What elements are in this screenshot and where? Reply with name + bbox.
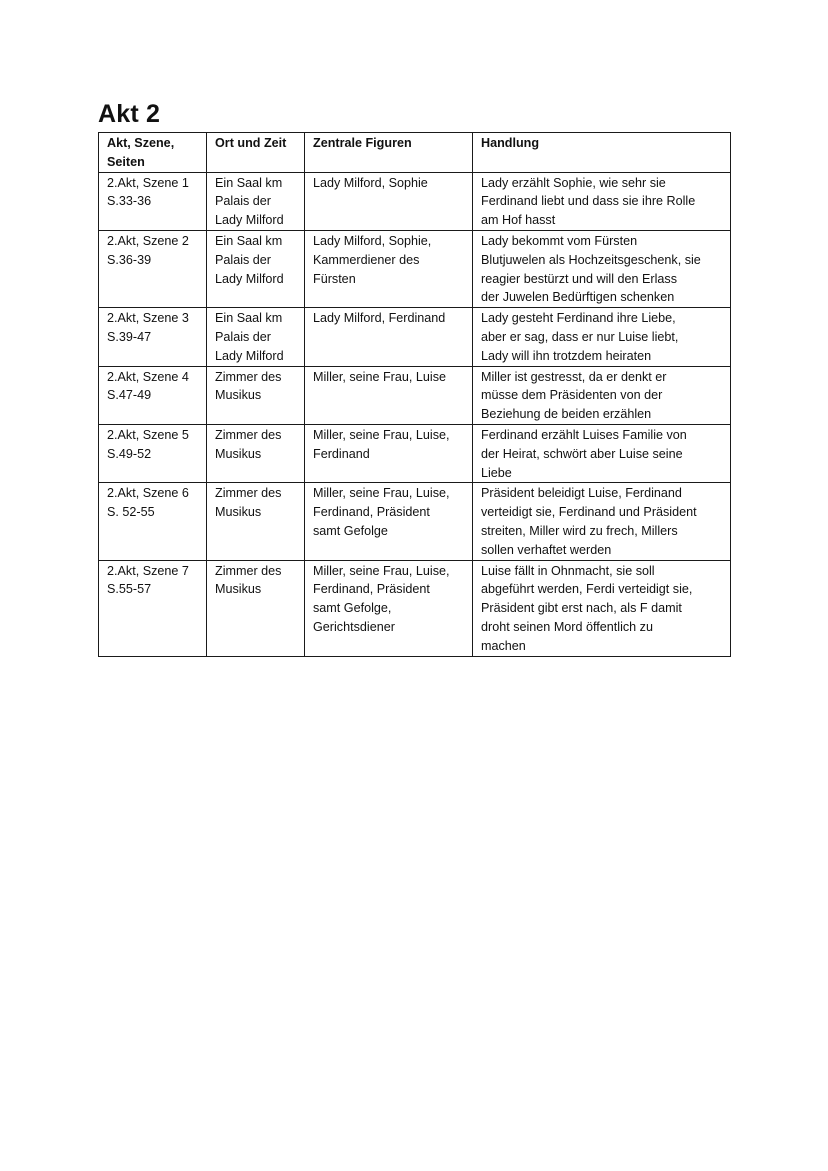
cell-text-line: 2.Akt, Szene 3 <box>107 311 189 326</box>
cell-text-line: 2.Akt, Szene 5 <box>107 427 189 442</box>
cell-text-line: der Juwelen Bedürftigen schenken <box>481 290 675 305</box>
cell-figuren <box>305 308 473 366</box>
cell-text-line: Palais der <box>215 194 272 209</box>
cell-text-line: machen <box>481 638 526 653</box>
cell-text-line: samt Gefolge, <box>313 601 392 616</box>
cell-text-line: Lady Milford <box>215 213 284 228</box>
cell-akt <box>99 424 207 482</box>
cell-text-line: Miller, seine Frau, Luise, <box>313 427 450 442</box>
cell-text-line: Zimmer des <box>215 563 282 578</box>
cell-text-line: Musikus <box>215 505 262 520</box>
cell-text-line: Beziehung de beiden erzählen <box>481 407 652 422</box>
cell-text-line: Ferdinand liebt und dass sie ihre Rolle <box>481 194 696 209</box>
cell-text-line: Ein Saal km <box>215 175 283 190</box>
cell-ort <box>207 230 305 307</box>
cell-text-line: Lady bekommt vom Fürsten <box>481 233 638 248</box>
cell-text-line: Gerichtsdiener <box>313 619 395 634</box>
header-ort: Ort und Zeit <box>207 133 305 173</box>
cell-text-line: samt Gefolge <box>313 523 388 538</box>
cell-text-line: Lady will ihn trotzdem heiraten <box>481 348 652 363</box>
cell-text-line: Miller, seine Frau, Luise <box>313 369 446 384</box>
cell-text-line: Ferdinand <box>313 446 370 461</box>
cell-akt <box>99 230 207 307</box>
cell-text-line: S.33-36 <box>107 194 152 209</box>
cell-text-line: reagier bestürzt und will den Erlass <box>481 271 677 286</box>
header-figuren: Zentrale Figuren <box>305 133 473 173</box>
cell-text-line: Ein Saal km <box>215 233 283 248</box>
table-row <box>99 560 731 656</box>
table-row <box>99 230 731 307</box>
cell-text-line: Ferdinand, Präsident <box>313 505 430 520</box>
cell-figuren <box>305 560 473 656</box>
cell-text-line: 2.Akt, Szene 4 <box>107 369 189 384</box>
table-row <box>99 483 731 560</box>
cell-text-line: abgeführt werden, Ferdi verteidigt sie, <box>481 582 693 597</box>
cell-text-line: 2.Akt, Szene 2 <box>107 233 189 248</box>
cell-text-line: Kammerdiener des <box>313 252 420 267</box>
header-akt-line: Seiten <box>107 154 145 169</box>
cell-handlung <box>473 424 731 482</box>
header-akt <box>99 133 207 173</box>
cell-text-line: droht seinen Mord öffentlich zu <box>481 619 653 634</box>
scenes-table <box>98 132 731 657</box>
table-row <box>99 366 731 424</box>
cell-ort <box>207 560 305 656</box>
cell-text-line: Ferdinand erzählt Luises Familie von <box>481 427 687 442</box>
cell-text-line: Musikus <box>215 582 262 597</box>
cell-figuren <box>305 366 473 424</box>
cell-text-line: Lady Milford, Sophie <box>313 175 428 190</box>
cell-akt <box>99 560 207 656</box>
cell-akt <box>99 483 207 560</box>
cell-handlung <box>473 172 731 230</box>
page-title: Akt 2 <box>98 100 161 128</box>
cell-text-line: S.49-52 <box>107 446 152 461</box>
cell-ort <box>207 308 305 366</box>
cell-text-line: 2.Akt, Szene 7 <box>107 563 189 578</box>
cell-text-line: Miller ist gestresst, da er denkt er <box>481 369 667 384</box>
cell-text-line: Lady Milford, Ferdinand <box>313 311 446 326</box>
table-header-row <box>99 133 731 173</box>
cell-text-line: Ferdinand, Präsident <box>313 582 430 597</box>
cell-akt <box>99 172 207 230</box>
cell-handlung <box>473 366 731 424</box>
cell-text-line: Lady gesteht Ferdinand ihre Liebe, <box>481 311 676 326</box>
cell-text-line: Zimmer des <box>215 369 282 384</box>
cell-text-line: Lady Milford <box>215 348 284 363</box>
table-row <box>99 308 731 366</box>
cell-text-line: Blutjuwelen als Hochzeitsgeschenk, sie <box>481 252 701 267</box>
cell-text-line: Zimmer des <box>215 427 282 442</box>
cell-text-line: 2.Akt, Szene 6 <box>107 486 189 501</box>
cell-ort <box>207 366 305 424</box>
cell-ort <box>207 172 305 230</box>
cell-text-line: Musikus <box>215 446 262 461</box>
cell-ort <box>207 483 305 560</box>
cell-handlung <box>473 230 731 307</box>
cell-text-line: S.36-39 <box>107 252 152 267</box>
cell-figuren <box>305 483 473 560</box>
cell-text-line: Miller, seine Frau, Luise, <box>313 563 450 578</box>
cell-handlung <box>473 560 731 656</box>
cell-figuren <box>305 424 473 482</box>
cell-text-line: S.55-57 <box>107 582 152 597</box>
cell-akt <box>99 366 207 424</box>
cell-text-line: Lady Milford <box>215 271 284 286</box>
header-handlung: Handlung <box>473 133 731 173</box>
cell-text-line: Liebe <box>481 465 512 480</box>
cell-text-line: sollen verhaftet werden <box>481 542 612 557</box>
cell-text-line: am Hof hasst <box>481 213 556 228</box>
cell-text-line: verteidigt sie, Ferdinand und Präsident <box>481 505 697 520</box>
cell-figuren <box>305 172 473 230</box>
cell-text-line: Präsident gibt erst nach, als F damit <box>481 601 682 616</box>
cell-text-line: Lady Milford, Sophie, <box>313 233 432 248</box>
cell-text-line: Lady erzählt Sophie, wie sehr sie <box>481 175 666 190</box>
table-row <box>99 172 731 230</box>
cell-text-line: Luise fällt in Ohnmacht, sie soll <box>481 563 655 578</box>
cell-text-line: Musikus <box>215 388 262 403</box>
table-body <box>99 172 731 656</box>
cell-handlung <box>473 483 731 560</box>
cell-text-line: Miller, seine Frau, Luise, <box>313 486 450 501</box>
cell-text-line: S. 52-55 <box>107 505 155 520</box>
cell-text-line: Fürsten <box>313 271 356 286</box>
cell-text-line: müsse dem Präsidenten von der <box>481 388 663 403</box>
cell-figuren <box>305 230 473 307</box>
cell-akt <box>99 308 207 366</box>
cell-ort <box>207 424 305 482</box>
cell-handlung <box>473 308 731 366</box>
cell-text-line: Palais der <box>215 329 272 344</box>
cell-text-line: Ein Saal km <box>215 311 283 326</box>
cell-text-line: 2.Akt, Szene 1 <box>107 175 189 190</box>
cell-text-line: Palais der <box>215 252 272 267</box>
header-akt-line: Akt, Szene, <box>107 136 175 150</box>
cell-text-line: streiten, Miller wird zu frech, Millers <box>481 523 678 538</box>
cell-text-line: Präsident beleidigt Luise, Ferdinand <box>481 486 682 501</box>
table-row <box>99 424 731 482</box>
cell-text-line: Zimmer des <box>215 486 282 501</box>
cell-text-line: der Heirat, schwört aber Luise seine <box>481 446 683 461</box>
cell-text-line: S.47-49 <box>107 388 152 403</box>
cell-text-line: S.39-47 <box>107 329 152 344</box>
cell-text-line: aber er sag, dass er nur Luise liebt, <box>481 329 679 344</box>
